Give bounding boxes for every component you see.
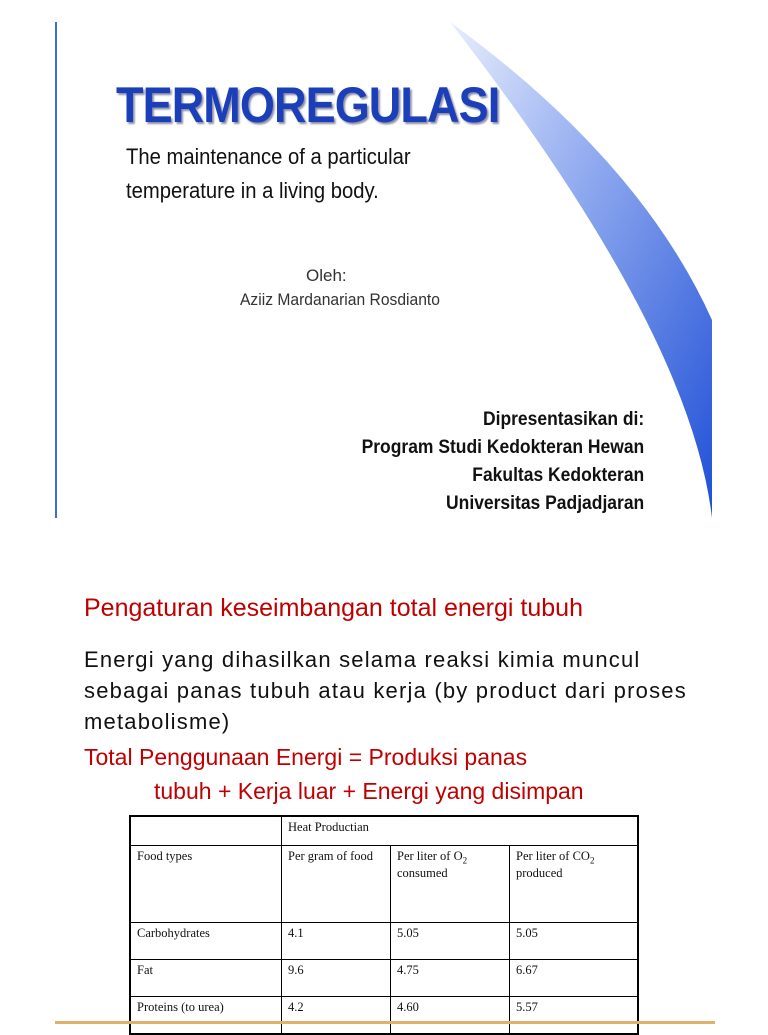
table-cell: 4.1 [282, 923, 391, 960]
equation-line: tubuh + Kerja luar + Energi yang disimpan [154, 778, 584, 804]
slide-subtitle: The maintenance of a particular temperature in a living body. [126, 144, 411, 203]
co2-label: Per liter of CO [516, 849, 590, 863]
o2-label: Per liter of O [397, 849, 463, 863]
co2-label-suffix: produced [516, 865, 563, 880]
o2-label-suffix: consumed [397, 865, 448, 880]
heat-production-table [129, 815, 639, 1035]
table-cell: 5.05 [391, 923, 510, 960]
author-name: Aziiz Mardanarian Rosdianto [240, 290, 440, 309]
slide2-heading: Pengaturan keseimbangan total energi tubuh [84, 594, 583, 622]
author-label: Oleh: [306, 266, 347, 285]
table-header-o2 [391, 846, 510, 923]
table-column-header-row [130, 846, 638, 923]
presented-at-block [361, 406, 644, 518]
table-cell: 5.57 [510, 997, 639, 1035]
table-cell: 4.75 [391, 960, 510, 997]
table-cell: Carbohydrates [130, 923, 282, 960]
table-cell [130, 816, 282, 846]
presented-line: Program Studi Kedokteran Hewan [361, 437, 644, 458]
table-header-co2 [510, 846, 639, 923]
equation-line: Total Penggunaan Energi = Produksi panas [84, 744, 528, 770]
table-cell: 4.2 [282, 997, 391, 1035]
table-group-header: Heat Productian [282, 816, 639, 846]
table-cell: 6.67 [510, 960, 639, 997]
slide-title: TERMOREGULASI [116, 77, 500, 133]
presented-line: Dipresentasikan di: [482, 409, 644, 430]
table-cell: Proteins (to urea) [130, 997, 282, 1035]
table-header-gram: Per gram of food [282, 846, 391, 923]
presented-line: Universitas Padjadjaran [445, 493, 644, 514]
table-cell: Fat [130, 960, 282, 997]
table-header-food: Food types [130, 846, 282, 923]
co2-subscript: 2 [589, 855, 595, 866]
table-row [130, 997, 638, 1035]
o2-subscript: 2 [462, 855, 468, 866]
table-row [130, 923, 638, 960]
table-cell: 9.6 [282, 960, 391, 997]
presented-line: Fakultas Kedokteran [472, 465, 644, 486]
table-group-header-row [130, 816, 638, 846]
energy-equation [84, 740, 584, 808]
table-row [130, 960, 638, 997]
table-cell: 5.05 [510, 923, 639, 960]
table-cell: 4.60 [391, 997, 510, 1035]
slide2-body: Energi yang dihasilkan selama reaksi kimia muncul sebagai panas tubuh atau kerja (by product dari proses metabolisme) [84, 647, 687, 734]
